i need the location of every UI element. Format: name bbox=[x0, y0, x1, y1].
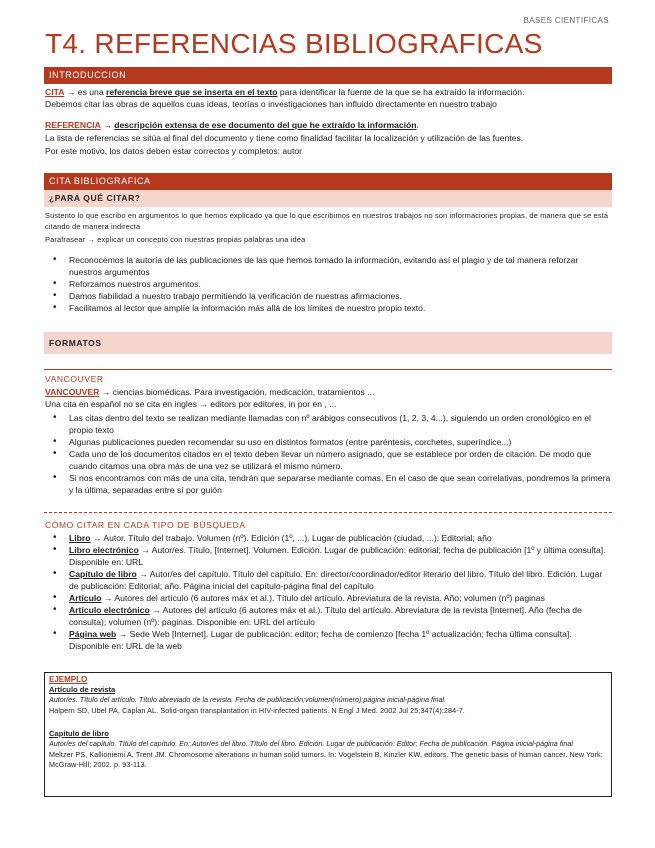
list-item: • Reforzamos nuestros argumentos. bbox=[45, 278, 613, 290]
cita-reasons-list bbox=[45, 254, 613, 314]
list-item: • Página web → Sede Web [Internet]. Lugar de publicación: editor; fecha de comienzo [fecha 1º actualización; fecha última consulta]. Disponible en: URL de la web bbox=[45, 628, 613, 652]
ejemplo-heading: EJEMPLO bbox=[49, 675, 88, 684]
section-bar-cita-bibliografica: CITA BIBLIOGRAFICA bbox=[44, 173, 612, 190]
list-item: • Cada uno de los documentos citados en el texto deben llevar un número asignado, que se establece por orden de citación. De modo que cuando citamos una obra más de una vez se utilizará el mismo número. bbox=[45, 448, 613, 472]
list-item: • Si nos encontramos con más de una cita, tendrán que separarse mediante comas. En el caso de que sean correlativas, pondremos la primera y la última, separadas entre sí por guión bbox=[45, 472, 613, 496]
referencia-note-1: La lista de referencias se sitúa al final del documento y tiene como finalidad facilitar la localización y utilización de las fuentes. bbox=[45, 133, 524, 143]
vancouver-rules-list bbox=[45, 412, 613, 496]
list-item: • Las citas dentro del texto se realizan mediante llamadas con nº arábigos consecutivos (1, 2, 3, 4...), siguiendo un orden cronológico en el propio texto bbox=[45, 412, 613, 436]
para-que-paragraph: Sustento lo que escribo en argumentos lo que hemos explicado ya que lo que escribimos en nuestros trabajos no son informaciones propias, de manera que se está citando de manera indirecta bbox=[45, 211, 609, 231]
vancouver-term: VANCOUVER bbox=[45, 387, 100, 397]
list-item: • Reconocemos la autoría de las publicaciones de las que hemos tomado la información, evitando así el plagio y de tal manera reforzar nuestros argumentos bbox=[45, 254, 613, 278]
vancouver-heading: VANCOUVER bbox=[45, 374, 104, 384]
como-citar-heading: CÓMO CITAR EN CADA TIPO DE BÚSQUEDA bbox=[45, 520, 246, 530]
cita-definition: CITA → es una referencia breve que se inserta en el texto para identificar la fuente de la que se ha extraído la información. bbox=[45, 87, 525, 97]
capitulo-example: Meltzer PS, Kallioniemi A, Trent JM. Chromosome alterations in human solid tumors. In: Vogelstein B, Kinzler KW, editors. The genetic basis of human cancer. New York: McGraw-Hill; 2002. p. 93-113. bbox=[49, 749, 603, 769]
list-item: • Algunas publicaciones pueden recomendar su uso en distintos formatos (entre paréntesis, corchetes, superíndice...) bbox=[45, 436, 613, 448]
como-citar-list bbox=[45, 532, 613, 652]
referencia-term: REFERENCIA bbox=[45, 120, 101, 130]
subsection-para-que-citar: ¿PARA QUÉ CITAR? bbox=[44, 190, 612, 207]
articulo-format: Autor/es. Título del artículo. Título abreviado de la revista. Fecha de publicación;volumen(número):página inicial-página final. bbox=[49, 695, 447, 704]
section-bar-introduccion: INTRODUCCION bbox=[44, 67, 612, 84]
section-bar-formatos: FORMATOS bbox=[44, 332, 612, 354]
vancouver-definition: VANCOUVER → ciencias biomédicas. Para investigación, medicación, tratamientos ... bbox=[45, 387, 375, 397]
articulo-example: Halpern SD, Ubel PA, Caplan AL. Solid-organ transplantation in HIV-infected patients. N Engl J Med. 2002 Jul 25;347(4):284-7. bbox=[49, 705, 465, 715]
capitulo-format: Autor/es del capítulo. Título del capítulo. En: Autor/es del libro. Título del libro. Edición. Lugar de publicación: Editor; Fecha de publicación. Página inicial-página final bbox=[49, 739, 573, 748]
list-item: • Artículo → Autores del artículo (6 autores máx et al.). Título del artículo. Abreviatura de la revista. Año; volumen (nº) paginas bbox=[45, 592, 613, 604]
divider bbox=[44, 512, 612, 513]
list-item: • Libro → Autor. Título del trabajo. Volumen (nº). Edición (1º, ...). Lugar de publicación (ciudad, ...): Editorial; año bbox=[45, 532, 613, 544]
list-item: • Libro electrónico → Autor/es. Título, [Internet]. Volumen. Edición. Lugar de publicación: editorial; fecha de publicación [1º y última consulta]. Disponible en: URL bbox=[45, 544, 613, 568]
articulo-title: Artículo de revista bbox=[49, 685, 116, 694]
capitulo-title: Capítulo de libro bbox=[49, 729, 109, 738]
list-item: • Artículo electrónico → Autores del artículo (6 autores máx et al.). Título del artículo. Abreviatura de la revista [Internet]. Año (fecha de consulta); volumen (nº): paginas. Disponible en: URL del artículo bbox=[45, 604, 613, 628]
course-label: BASES CIENTIFICAS bbox=[523, 16, 609, 25]
ejemplo-box bbox=[44, 672, 612, 797]
parafrasear-paragraph: Parafrasear → explicar un concepto con nuestras propias palabras una idea bbox=[45, 235, 306, 244]
list-item: • Capítulo de libro → Autor/es del capítulo. Título del capítulo. En: director/coordinador/editor literario del libro. Título del libro. Edición. Lugar de publicación: Editorial; año. Página inicial del capítulo-página final del capítulo bbox=[45, 568, 613, 592]
cita-note: Debemos citar las obras de aquellos cuas ideas, teorías o investigaciones han influido directamente en nuestro trabajo bbox=[45, 99, 497, 109]
list-item: • Damos fiabilidad a nuestro trabajo permitiendo la verificación de nuestras afirmaciones. bbox=[45, 290, 613, 302]
list-item: • Facilitamos al lector que amplíe la información más allá de los límites de nuestro propio texto. bbox=[45, 302, 613, 314]
vancouver-note: Una cita en español no se cita en ingles → editors por editores, in por en , ... bbox=[45, 399, 337, 409]
divider bbox=[44, 369, 612, 370]
referencia-definition: REFERENCIA → descripción extensa de ese documento del que he extraído la información. bbox=[45, 120, 419, 130]
cita-term: CITA bbox=[45, 87, 65, 97]
page-title: T4. REFERENCIAS BIBLIOGRAFICAS bbox=[45, 28, 543, 59]
referencia-note-2: Por este motivo, los datos deben estar correctos y completos: autor bbox=[45, 146, 302, 156]
